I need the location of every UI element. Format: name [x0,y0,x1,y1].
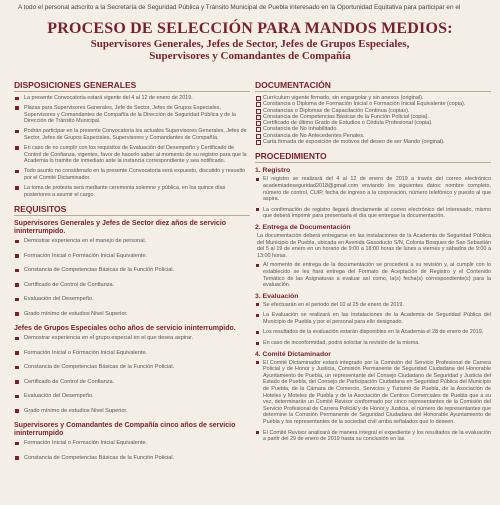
step-3-title: 3. Evaluación [255,292,299,300]
documento-item: Currículum vigente firmado, sin engargolar y sin anexos (original). [255,95,491,101]
step-paragraph: La documentación deberá entregarse en las instalaciones de la Academia de Seguridad Pública del Municipio de Puebla, ubicada en Avenida Gasoducto S/N, Colonia Bosques de San Sebastián del 5 al 19 de enero en un horario de 9:00 a 18:00 horas de lunes a viernes y sábados de 9:00 a 13:00 horas. [257,232,491,259]
disposicion-item: La toma de protesta será mediante ceremonia solemne y pública, en los quince días posteriores a asumir el cargo. [14,185,250,199]
requisito-item: Constancia de Competencias Básicas de la Función Policial. [14,364,250,371]
requisito-item: Demostrar experiencia en el manejo de personal. [14,238,250,245]
intro-text: A todo el personal adscrito a la Secretaría de Seguridad Pública y Tránsito Municipal de Puebla interesado en la Oportunidad Equitativa para participar en el [18,4,461,11]
requisito-item: Formación Inicial o Formación Inicial Equivalente. [14,440,250,447]
requisitos-group-3-heading: Supervisores y Comandantes de Compañía cinco años de servicio ininterrumpido [14,422,236,438]
disposicion-item: La presente Convocatoria estará vigente del 4 al 12 de enero de 2019. [14,95,250,102]
right-column [255,78,491,447]
step-1-title: 1. Registro [255,167,291,175]
requisitos-heading: REQUISITOS [14,204,67,215]
left-column [14,78,250,469]
section-divider [14,91,250,92]
evaluacion-item: Los resultados de la evaluación estarán disponibles en la Academia el 28 de enero de 2019. [255,329,491,336]
step-paragraph: El registro se realizará del 4 al 12 de enero de 2019 a través del correo electrónico academiadeseguridad2018@gmail.com enviando los siguientes datos: nombre completo, número de control, CUIP, fecha de ingreso a la corporación, número telefónico y puesto al que aspira. [255,176,491,202]
disposicion-item: Podrán participar en la presente Convocatoria los actuales Supervisores Generales, Jefes de Sector, Jefes de Grupos Especiales, Supervisores y Comandantes de Compañía. [14,128,250,142]
requisito-item: Demostrar experiencia en el grupo especial en el que desea aspirar. [14,335,250,342]
page-subtitle-line-1: Supervisores Generales, Jefes de Sector, Jefes de Grupos Especiales, [90,38,410,50]
disposicion-item: En caso de no cumplir con los requisitos de Evaluación del Desempeño y Certificado de Control de Confianza, vigentes, favor de hacerlo saber al momento de su registro para que la Academia lo tramite de inmediato ante la instancia correspondiente y sea notificado. [14,145,250,165]
evaluacion-item: La Evaluación se realizará en las instalaciones de la Academia de Seguridad Pública del Municipio de Puebla y por el personal para ello designado. [255,312,491,325]
documento-item: Constancia de No Antecedentes Penales. [255,133,491,139]
requisito-item: Formación Inicial o Formación Inicial Equivalente. [14,253,250,260]
documento-item: Certificado de último Grado de Estudios o Cédula Profesional (copia). [255,120,491,126]
requisito-item: Certificado de Control de Confianza. [14,282,250,289]
section-divider [255,162,491,163]
evaluacion-item: Se efectuarán en el periodo del 10 al 25 de enero de 2019. [255,302,491,309]
requisito-item: Certificado de Control de Confianza. [14,379,250,386]
procedimiento-heading: PROCEDIMIENTO [255,151,327,162]
step-paragraph: El Comité Dictaminador estará integrado por la Comisión del Servicio Profesional de Carrera Policial y de Honor y Justicia, Comisión Permanente de Seguridad Ciudadana del Honorable Ayuntamiento de Puebla, un representante del Consejo Ciudadano de Seguridad y Justicia del Estado de Puebla, del Consejo de Participación Ciudadana en Seguridad Pública del Municipio de Puebla, de la Cámara de Comercio, Servicios y Turismo de Puebla, de la Asociación de Hoteles y Moteles de Puebla y de la Asociación de Centros Comerciales de Puebla que a su vez, determinarán un Comité Revisor conformado por cinco representantes de la Comisión del Servicio Profesional de Carrera Policial y de Honor y Justicia, el número de representantes que determine la Comisión Permanente de Seguridad Ciudadana del Honorable Ayuntamiento de Puebla y los representantes de la sociedad civil arriba señalados que lo deseen. [255,360,491,426]
requisito-item: Grado mínimo de estudios Nivel Superior. [14,408,250,415]
disposicion-item: Plazas para Supervisores Generales, Jefe de Sector, Jefes de Grupos Especiales, Supervisores y Comandantes de Compañía de la Dirección de Seguridad Pública y de la Dirección de Tránsito Municipal. [14,105,250,125]
section-divider [14,215,250,216]
requisitos-group-2-heading: Jefes de Grupos Especiales ocho años de servicio ininterrumpido. [14,325,236,333]
step-paragraph: La confirmación de registro llegará directamente al correo electrónico del interesado, mismo que deberá imprimir para presentarla el día que entregue la documentación. [255,207,491,220]
requisito-item: Evaluación del Desempeño. [14,296,250,303]
step-paragraph: El Comité Revisor analizará de manera integral el expediente y los resultados de la evaluación a partir del 29 de enero de 2019 hasta su conclusión en las [255,430,491,443]
requisito-item: Constancia de Competencias Básicas de la Función Policial. [14,455,250,462]
requisito-item: Formación Inicial o Formación Inicial Equivalente. [14,350,250,357]
documento-item: Constancia o Diploma de Formación Inicial o Formación Inicial Equivalente (copia). [255,101,491,107]
disposicion-item: Todo asunto no considerado en la presente Convocatoria será expuesto, discutido y resuelto por el Comité Dictaminador. [14,168,250,182]
requisito-item: Evaluación del Desempeño. [14,393,250,400]
documento-item: Constancias o Diplomas de Capacitación Continua (copias). [255,108,491,114]
documento-item: Constancia de Competencias Básicas de la Función Policial (copia). [255,114,491,120]
evaluacion-item: En caso de inconformidad, podrá solicitar la revisión de la misma. [255,340,491,347]
documento-item: Carta firmada de exposición de motivos del deseo de ser Mando (original). [255,139,491,145]
page-title: PROCESO DE SELECCIÓN PARA MANDOS MEDIOS: [47,20,453,37]
step-4-title: 4. Comité Dictaminador [255,350,331,358]
disposiciones-heading: DISPOSICIONES GENERALES [14,80,137,90]
page-subtitle-line-2: Supervisores y Comandantes de Compañía [149,50,351,62]
documento-item: Constancia de No Inhabilitado. [255,126,491,132]
documentacion-heading: DOCUMENTACIÓN [255,80,331,90]
step-2-title: 2. Entrega de Documentación [255,223,351,231]
step-paragraph: Al momento de entrega de la documentación se procederá a su revisión y, al cumplir con lo establecido se les hará entrega del Formato de Aceptación de Registro y el Contenido Temático de las Asignaturas a evaluar así como, la(s) fecha(s) correspondiente(s) para la evaluación. [255,262,491,288]
section-divider [255,91,491,92]
requisitos-group-1-heading: Supervisores Generales y Jefes de Sector diez años de servicio ininterrumpido. [14,220,227,236]
requisito-item: Constancia de Competencias Básicas de la Función Policial. [14,267,250,274]
requisito-item: Grado mínimo de estudios Nivel Superior. [14,311,250,318]
